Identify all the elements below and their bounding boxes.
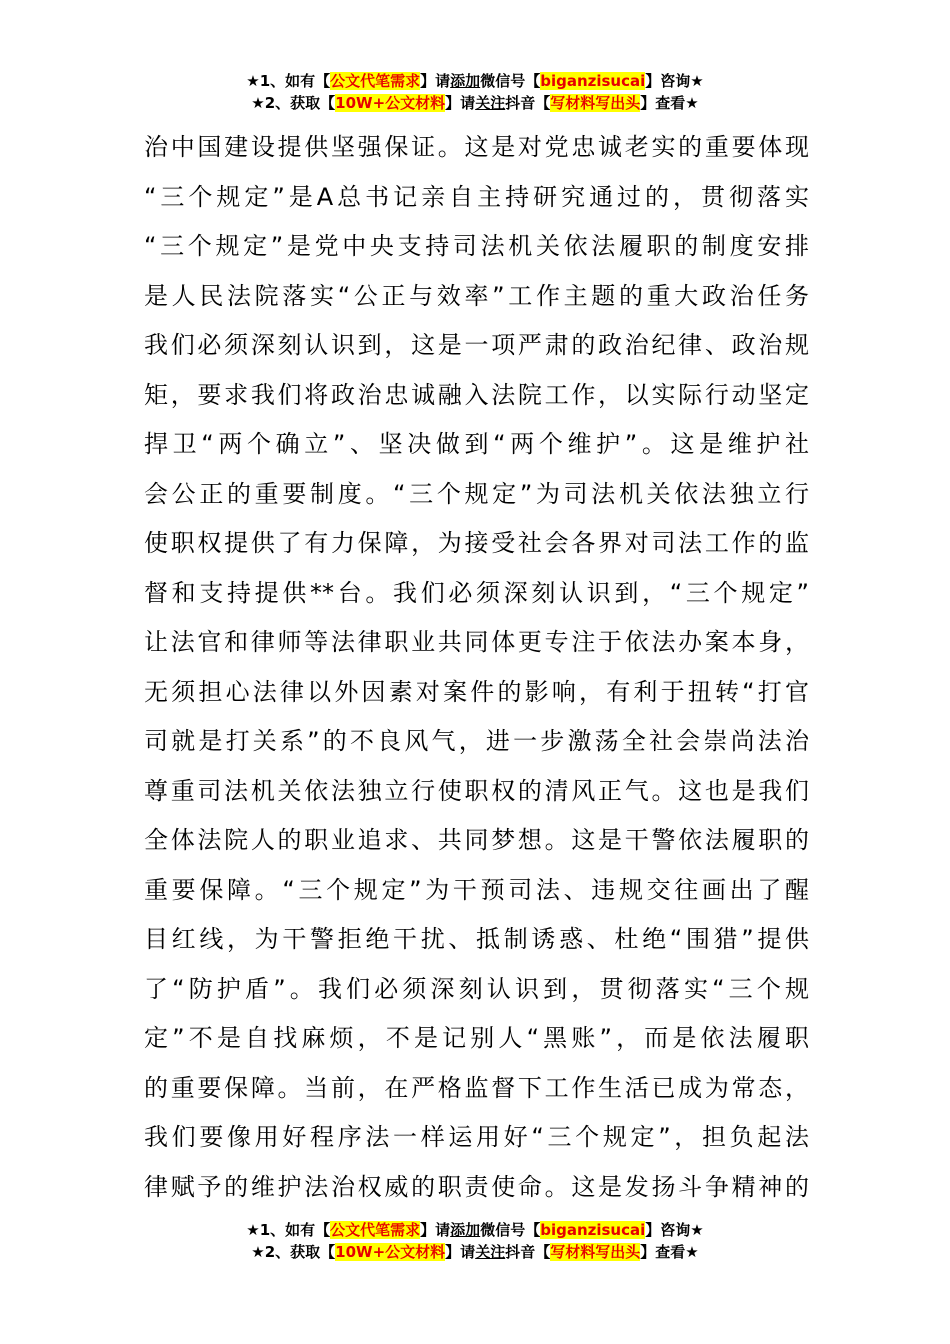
star-icon: ★ (685, 1243, 699, 1261)
text-line: 我们要像用好程序法一样运用好“三个规定”，担负起法 (144, 1123, 809, 1151)
header-text: 微信号【 (480, 72, 541, 90)
text-line: 矩，要求我们将政治忠诚融入法院工作，以实际行动坚定 (144, 380, 809, 409)
text-line: 会公正的重要制度。“三个规定”为司法机关依法独立行 (144, 479, 809, 508)
text-line: 尊重司法机关依法独立行使职权的清风正气。这也是我们 (144, 776, 809, 805)
text-line: 司就是打关系”的不良风气，进一步激荡全社会崇尚法治 (144, 727, 809, 755)
text-line: 的重要保障。当前，在严格监督下工作生活已成为常态， (144, 1073, 809, 1102)
footer-text: 】请 (445, 1243, 476, 1261)
underlined-text: 关注 (475, 94, 506, 112)
highlight-text: 10W+公文材料 (335, 94, 446, 112)
header-text: 】请 (445, 94, 476, 112)
underlined-text: 添加 (450, 72, 481, 90)
footer-banner (0, 1219, 950, 1263)
header-text: 1、如有【 (259, 72, 331, 90)
footer-text: 】查看 (640, 1243, 686, 1261)
text-line: 让法官和律师等法律职业共同体更专注于依法办案本身， (144, 628, 809, 656)
text-line: 是人民法院落实“公正与效率”工作主题的重大政治任务 (144, 281, 809, 310)
text-line: 了“防护盾”。我们必须深刻认识到，贯彻落实“三个规 (144, 974, 809, 1003)
document-body (144, 123, 809, 1212)
text-line: 治中国建设提供坚强保证。这是对党忠诚老实的重要体现 (144, 133, 809, 161)
star-icon: ★ (690, 72, 704, 90)
star-icon: ★ (251, 94, 265, 112)
star-icon: ★ (246, 72, 260, 90)
text-line: 律赋予的维护法治权威的职责使命。这是发扬斗争精神的 (144, 1172, 809, 1201)
header-banner (0, 70, 950, 114)
footer-line-2 (0, 1241, 950, 1263)
footer-text: 】咨询 (645, 1221, 691, 1239)
footer-line-1 (0, 1219, 950, 1241)
footer-text: 1、如有【 (259, 1221, 331, 1239)
text-line: 目红线，为干警拒绝干扰、抵制诱惑、杜绝“围猎”提供 (144, 925, 809, 953)
header-line-2 (0, 92, 950, 114)
header-text: 】查看 (640, 94, 686, 112)
text-line: 定”不是自找麻烦，不是记别人“黑账”，而是依法履职 (144, 1024, 809, 1052)
highlight-text: 公文代笔需求 (330, 72, 421, 90)
highlight-text: 公文代笔需求 (330, 1221, 421, 1239)
star-icon: ★ (246, 1221, 260, 1239)
text-line: 使职权提供了有力保障，为接受社会各界对司法工作的监 (144, 529, 809, 557)
star-icon: ★ (690, 1221, 704, 1239)
header-text: 抖音【 (505, 94, 551, 112)
header-line-1 (0, 70, 950, 92)
header-text: 】咨询 (645, 72, 691, 90)
footer-text: 抖音【 (505, 1243, 551, 1261)
text-line: 重要保障。“三个规定”为干预司法、违规交往画出了醒 (144, 875, 809, 904)
star-icon: ★ (251, 1243, 265, 1261)
text-line: 我们必须深刻认识到，这是一项严肃的政治纪律、政治规 (144, 331, 809, 359)
underlined-text: 关注 (475, 1243, 506, 1261)
star-icon: ★ (685, 94, 699, 112)
footer-text: 微信号【 (480, 1221, 541, 1239)
footer-text: 】请 (420, 1221, 451, 1239)
text-line: 捍卫“两个确立”、坚决做到“两个维护”。这是维护社 (144, 430, 809, 458)
douyin-account: 写材料写出头 (550, 1243, 641, 1261)
footer-text: 2、获取【 (264, 1243, 336, 1261)
wechat-id: biganzisucai (540, 1221, 646, 1239)
text-line: 全体法院人的职业追求、共同梦想。这是干警依法履职的 (144, 826, 809, 854)
wechat-id: biganzisucai (540, 72, 646, 90)
header-text: 2、获取【 (264, 94, 336, 112)
header-text: 】请 (420, 72, 451, 90)
text-line: 督和支持提供**台。我们必须深刻认识到，“三个规定” (144, 578, 809, 607)
underlined-text: 添加 (450, 1221, 481, 1239)
douyin-account: 写材料写出头 (550, 94, 641, 112)
text-line: 无须担心法律以外因素对案件的影响，有利于扭转“打官 (144, 677, 809, 706)
text-line: “三个规定”是党中央支持司法机关依法履职的制度安排 (144, 232, 809, 260)
highlight-text: 10W+公文材料 (335, 1243, 446, 1261)
text-line: “三个规定”是A总书记亲自主持研究通过的，贯彻落实 (144, 182, 809, 211)
